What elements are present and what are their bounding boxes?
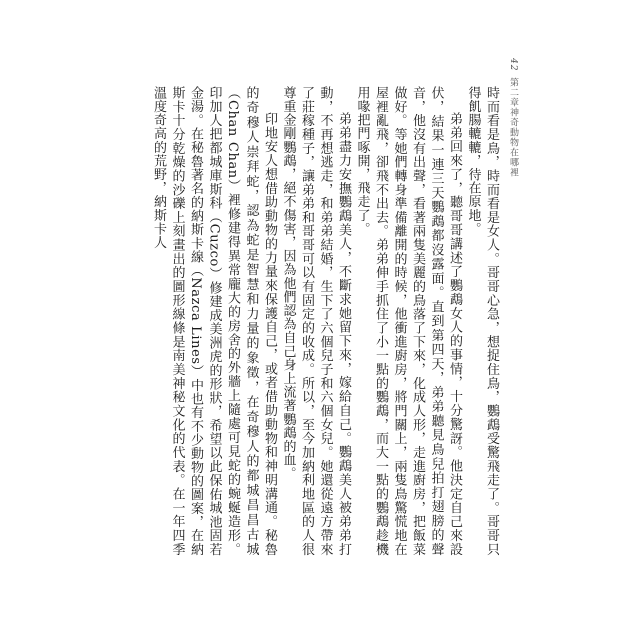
paragraph: 弟弟盡力安撫鸚鵡美人，不斷求她留下來，嫁給自己。鸚鵡美人被弟弟打動，不再想逃走，和弟弟結婚，生下了六個兒子和六個女兒。她還從遠方帶來了莊稼種子，讓弟弟和哥哥可以有固定的收成。所以，至今加納利地區的人很尊重金剛鸚鵡，絕不傷害，因為他們認為自己身上流著鸚鵡的血。 bbox=[280, 86, 351, 556]
page-number: 42 bbox=[508, 58, 518, 72]
body-text bbox=[140, 86, 500, 556]
running-head bbox=[506, 58, 520, 177]
chapter-label: 第二章 bbox=[508, 77, 518, 108]
paragraph: 時而看是鳥，時而看是女人。哥哥心急，想捉住鳥，鸚鵡受驚飛走了。哥哥只得飢腸轆轆，待在原地。 bbox=[465, 86, 499, 556]
paragraph: 印地安人想借助動物的力量來保護自己，或者借助動物和神明溝通。秘魯的奇穆人崇拜蛇，認為蛇是智慧和力量的象徵，在奇穆人的都城昌昌古城（Chan Chan）裡修建得異常龐大的房舍的外牆上隨處可見蛇的蜿蜒造形。印加人把都城庫斯科（Cuzco）修建成美洲虎的形狀，希望以此保佑城池固若金湯。在秘魯著名的納斯卡線（Nazca Lines）中也有不少動物的圖案，在納斯卡十分乾燥的沙礫上刻畫出的圖形線條是南美神秘文化的代表。在一年四季溫度奇高的荒野，納斯卡人 bbox=[151, 86, 277, 556]
section-title: 神奇動物在哪裡 bbox=[508, 107, 518, 178]
paragraph: 弟弟回來了，聽哥哥講述了鸚鵡女人的事情，十分驚訝。他決定自己來設伏，結果一連三天鸚鵡都沒露面。直到第四天，弟弟聽見鳥兒拍打翅膀的聲音，他沒有出聲，看著兩隻美麗的鳥落了下來，化成人形，走進廚房，把飯菜做好。等她們轉身準備離開的時候，他衝進廚房，將門關上，兩隻鳥驚慌地在屋裡亂飛，卻飛不出去。弟弟伸手抓住了小一點的鸚鵡，而大一點的鸚鵡趁機用喙把門啄開，飛走了。 bbox=[354, 86, 462, 556]
